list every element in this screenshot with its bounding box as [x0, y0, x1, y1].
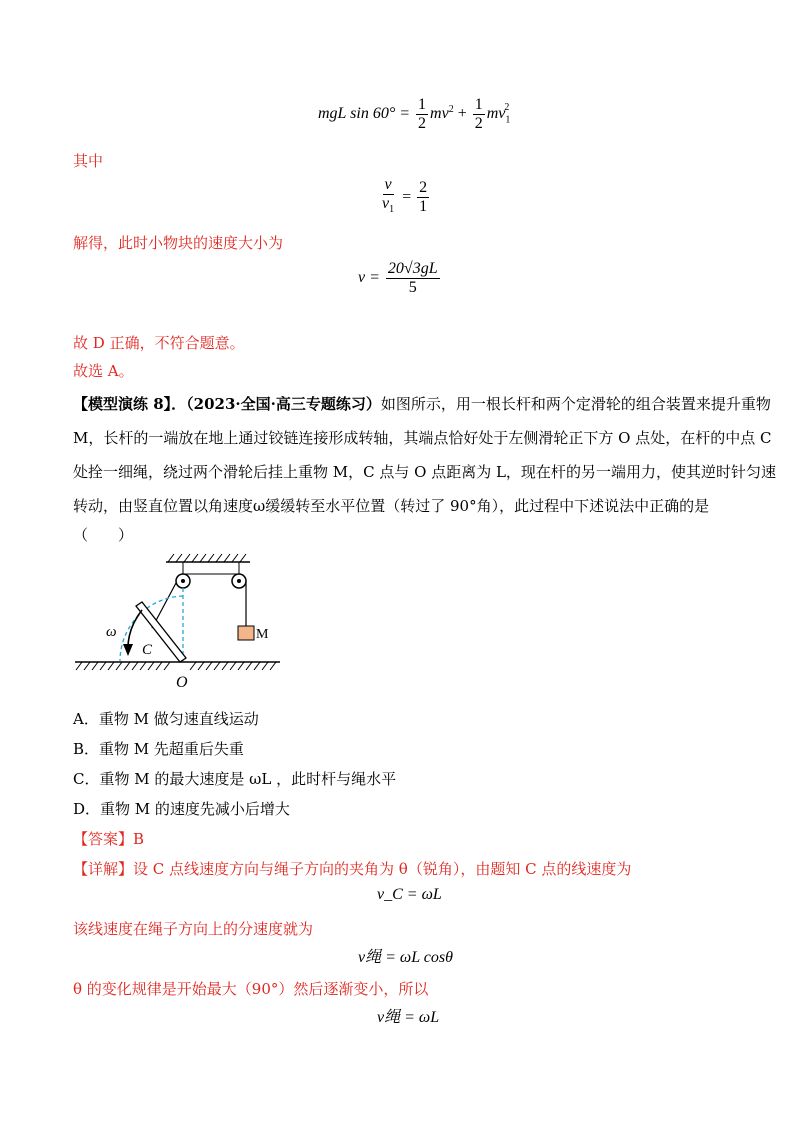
label-omega: ω [106, 624, 117, 640]
eq2-num: v [384, 176, 392, 193]
answer: 【答案】B [73, 830, 145, 848]
option-c[interactable]: C．重物 M 的最大速度是 ωL ，此时杆与绳水平 [73, 770, 397, 788]
eq1-frac2-num: 1 [474, 96, 483, 113]
eq2-den: v [382, 195, 390, 212]
option-a[interactable]: A．重物 M 做匀速直线运动 [73, 710, 259, 728]
eq2-rhs-num: 2 [419, 179, 428, 197]
question-line-1-rest: 如图所示，用一根长杆和两个定滑轮的组合装置来提升重物 [380, 395, 771, 413]
equation-energy: mgL sin 60° = $\frac{1}{2}$ $mv^2$ + $\frac{1}{2}$ $mv_1^2$ [318, 96, 511, 132]
text-guxuan: 故选 A。 [73, 362, 134, 380]
eq2-rhs-den: 1 [419, 198, 428, 216]
eq1-frac1-den: 2 [418, 115, 427, 132]
pulley-figure [70, 548, 290, 693]
detail-label: 【详解】 [73, 860, 134, 878]
eq1-frac1-num: 1 [418, 96, 427, 113]
question-line-3: 处拴一细绳，绕过两个滑轮后挂上重物 M，C 点与 O 点距离为 L，现在杆的另一端用力，使其逆时针匀速 [73, 463, 776, 481]
label-c: C [142, 642, 153, 658]
eq2-den-sub: 1 [389, 204, 395, 216]
eq3-denominator: 5 [408, 279, 417, 296]
eq3-numerator: 20√3gL [387, 260, 438, 277]
question-line-2: M，长杆的一端放在地上通过铰链连接形成转轴，其端点恰好处于左侧滑轮正下方 O 点处，在杆的中点 C [73, 429, 772, 447]
eq-vc: v_C = ωL [377, 886, 442, 903]
option-b[interactable]: B．重物 M 先超重后失重 [73, 740, 244, 758]
weight-m [238, 626, 254, 640]
equation-ratio: $\frac{v}{v_1}$ = $\frac{2}{1}$ [382, 176, 428, 216]
question-label: 【模型演练 8】．（2023·全国·高三专题练习） [73, 395, 381, 413]
detail-line-2: 该线速度在绳子方向上的分速度就为 [73, 920, 314, 938]
label-o: O [176, 674, 188, 691]
eq1-term1: mv [430, 105, 449, 123]
ground-hatch [76, 662, 276, 670]
eq-vs: v绳 = ωL cosθ [358, 949, 453, 966]
eq1-term2: mv [486, 105, 506, 123]
detail-line-1 [73, 858, 631, 879]
question-line-4: 转动，由竖直位置以角速度ω缓缓转至水平位置（转过了 90°角），此过程中下述说法中正确的是 [73, 497, 710, 515]
omega-arrow [128, 610, 142, 648]
text-qizhong: 其中 [73, 152, 104, 170]
eq1-lhs: mgL sin 60° = [318, 105, 411, 123]
eq1-frac2-den: 2 [474, 115, 483, 132]
equation-velocity [358, 260, 442, 297]
text-gu-d: 故 D 正确，不符合题意。 [73, 334, 245, 352]
option-d[interactable]: D．重物 M 的速度先减小后增大 [73, 800, 290, 818]
question-line-1 [73, 393, 771, 414]
label-m: M [256, 627, 269, 642]
eq3-lhs: v = [358, 269, 380, 287]
eq-vmax: v绳 = ωL [377, 1009, 440, 1026]
text-jiede: 解得，此时小物块的速度大小为 [73, 234, 284, 252]
detail-line-1-text: 设 C 点线速度方向与绳子方向的夹角为 θ（锐角），由题知 C 点的线速度为 [133, 860, 632, 878]
question-paren: （ ） [73, 526, 134, 544]
detail-line-3: θ 的变化规律是开始最大（90°）然后逐渐变小，所以 [73, 980, 429, 998]
ceiling-hatch [168, 554, 246, 562]
